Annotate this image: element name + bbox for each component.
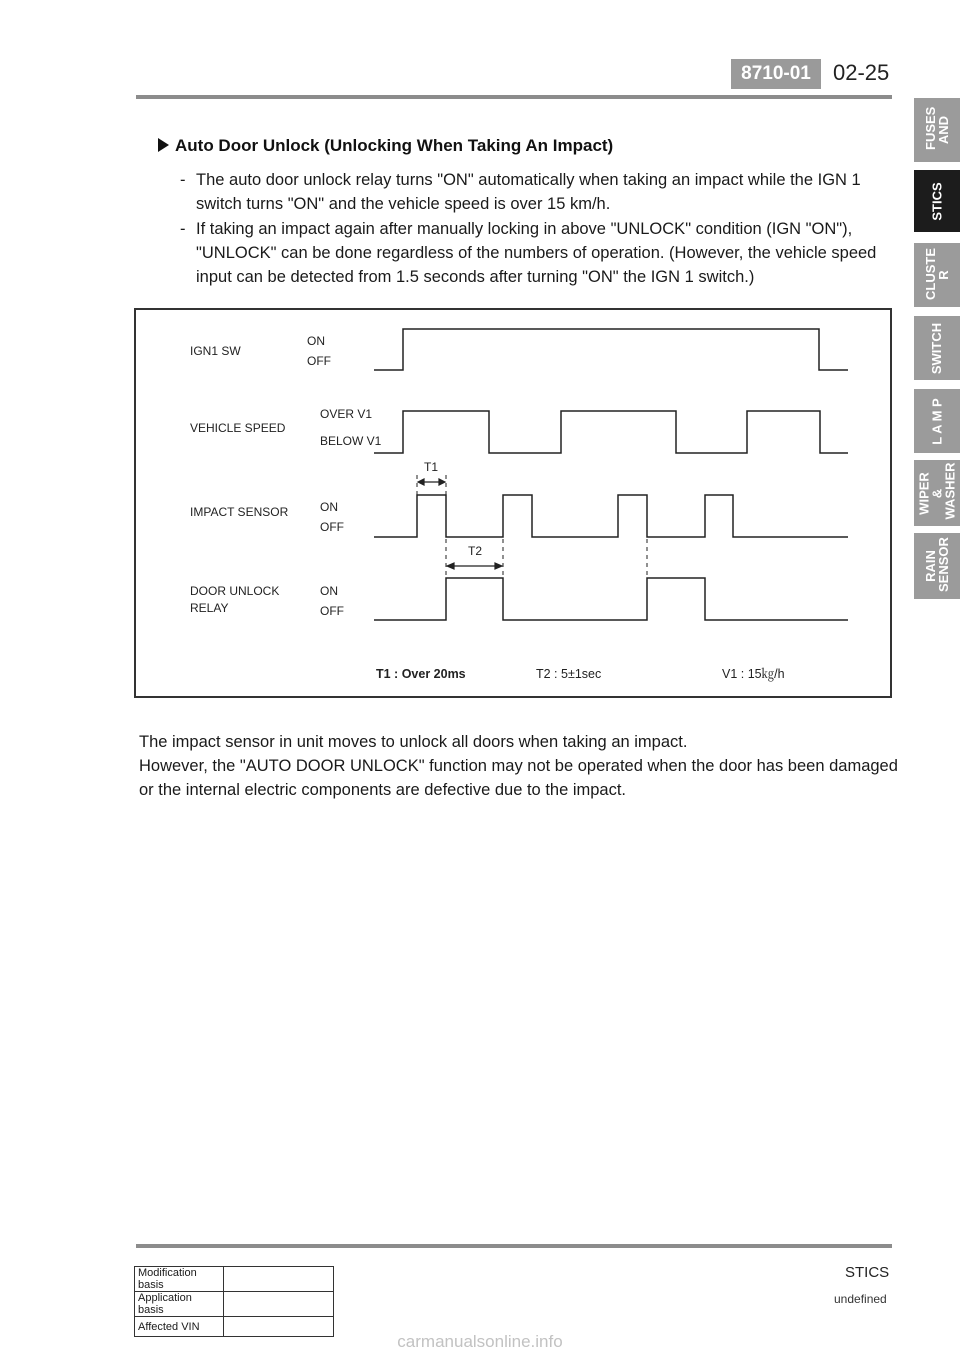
legend-t2: T2 : 5±1sec bbox=[536, 667, 602, 681]
side-tab-fuses[interactable] bbox=[914, 98, 960, 162]
t2-arrow-right-icon bbox=[495, 563, 502, 569]
signal-high-speed: OVER V1 bbox=[320, 407, 373, 421]
side-tab-label: CLUSTE R bbox=[923, 248, 951, 300]
table-cell-value bbox=[224, 1267, 334, 1292]
signal-low-ign1: OFF bbox=[307, 354, 331, 368]
bullet-item bbox=[180, 168, 900, 216]
signal-label-speed: VEHICLE SPEED bbox=[190, 421, 286, 435]
table-cell-label: Application basis bbox=[135, 1292, 224, 1317]
footer-title: STICS bbox=[845, 1264, 890, 1281]
ign1-waveform bbox=[374, 329, 848, 370]
table-row bbox=[135, 1267, 334, 1292]
signal-high-impact: ON bbox=[320, 500, 338, 514]
legend-v1: V1 : 15㎏/h bbox=[722, 667, 785, 681]
triangle-bullet-icon bbox=[158, 138, 169, 152]
side-tab-lamp[interactable] bbox=[914, 389, 960, 453]
side-tab-stics[interactable] bbox=[914, 170, 960, 232]
watermark: carmanualsonline.info bbox=[397, 1332, 563, 1351]
side-tab-label: STICS bbox=[929, 181, 945, 221]
signal-low-relay: OFF bbox=[320, 604, 344, 618]
relay-waveform bbox=[374, 578, 848, 620]
side-tab-switch[interactable] bbox=[914, 316, 960, 380]
table-cell-label: Affected VIN bbox=[135, 1317, 224, 1337]
side-tab-cluster[interactable] bbox=[914, 243, 960, 307]
table-cell-label: Modification basis bbox=[135, 1267, 224, 1292]
side-tab-label: L A M P bbox=[929, 397, 945, 445]
signal-high-relay: ON bbox=[320, 584, 338, 598]
signal-low-speed: BELOW V1 bbox=[320, 434, 382, 448]
bullet-dash: - bbox=[180, 171, 186, 189]
signal-label-relay-line1: DOOR UNLOCK bbox=[190, 584, 280, 598]
side-tab-rain-sensor[interactable] bbox=[914, 533, 960, 599]
body-paragraph-2: However, the "AUTO DOOR UNLOCK" function may not be operated when the door has been damaged or the internal electric components are defective due to the impact. bbox=[139, 757, 898, 799]
bullet-item bbox=[180, 217, 900, 289]
bullet-text: The auto door unlock relay turns "ON" automatically when taking an impact while the IGN 1 switch turns "ON" and the vehicle speed is over 15 km/h. bbox=[196, 171, 861, 213]
side-tab-label: FUSES AND bbox=[923, 106, 951, 150]
section-title-text: Auto Door Unlock (Unlocking When Taking An Impact) bbox=[175, 136, 614, 155]
section-title bbox=[158, 136, 613, 156]
table-row bbox=[135, 1292, 334, 1317]
signal-high-ign1: ON bbox=[307, 334, 325, 348]
legend-t1: T1 : Over 20ms bbox=[376, 667, 466, 681]
footer-subtitle: undefined bbox=[834, 1292, 887, 1306]
t2-label: T2 bbox=[468, 544, 483, 558]
t1-arrow-left-icon bbox=[418, 479, 424, 485]
t1-label: T1 bbox=[424, 460, 439, 474]
signal-label-relay-line2: RELAY bbox=[190, 601, 229, 615]
timing-diagram bbox=[134, 308, 892, 698]
side-tab-wiper-washer[interactable] bbox=[914, 460, 960, 526]
signal-low-impact: OFF bbox=[320, 520, 344, 534]
footer-rule bbox=[136, 1244, 892, 1248]
page-number: 02-25 bbox=[833, 60, 890, 85]
signal-label-ign1: IGN1 SW bbox=[190, 344, 241, 358]
bullet-dash: - bbox=[180, 220, 186, 238]
side-tab-label: WIPER & WASHER bbox=[916, 461, 958, 519]
timing-diagram-svg bbox=[136, 310, 890, 696]
modification-table bbox=[134, 1266, 334, 1337]
speed-waveform bbox=[374, 411, 848, 453]
t1-arrow-right-icon bbox=[439, 479, 445, 485]
impact-waveform bbox=[374, 495, 848, 537]
header-rule bbox=[136, 95, 892, 99]
bullet-text: If taking an impact again after manually locking in above "UNLOCK" condition (IGN "ON"), "UNLOCK" can be done regardless of the numbers of operation. (However, the vehicle speed input can be detected from 1.5 seconds after turning "ON" the IGN 1 switch.) bbox=[196, 220, 877, 286]
table-cell-value bbox=[224, 1292, 334, 1317]
section-code-badge: 8710-01 bbox=[731, 59, 821, 89]
t2-arrow-left-icon bbox=[447, 563, 454, 569]
body-paragraph-1: The impact sensor in unit moves to unlock all doors when taking an impact. bbox=[139, 733, 688, 751]
side-tab-label: SWITCH bbox=[929, 322, 945, 374]
signal-label-impact: IMPACT SENSOR bbox=[190, 505, 289, 519]
side-tab-label: RAIN SENSOR bbox=[923, 537, 951, 592]
